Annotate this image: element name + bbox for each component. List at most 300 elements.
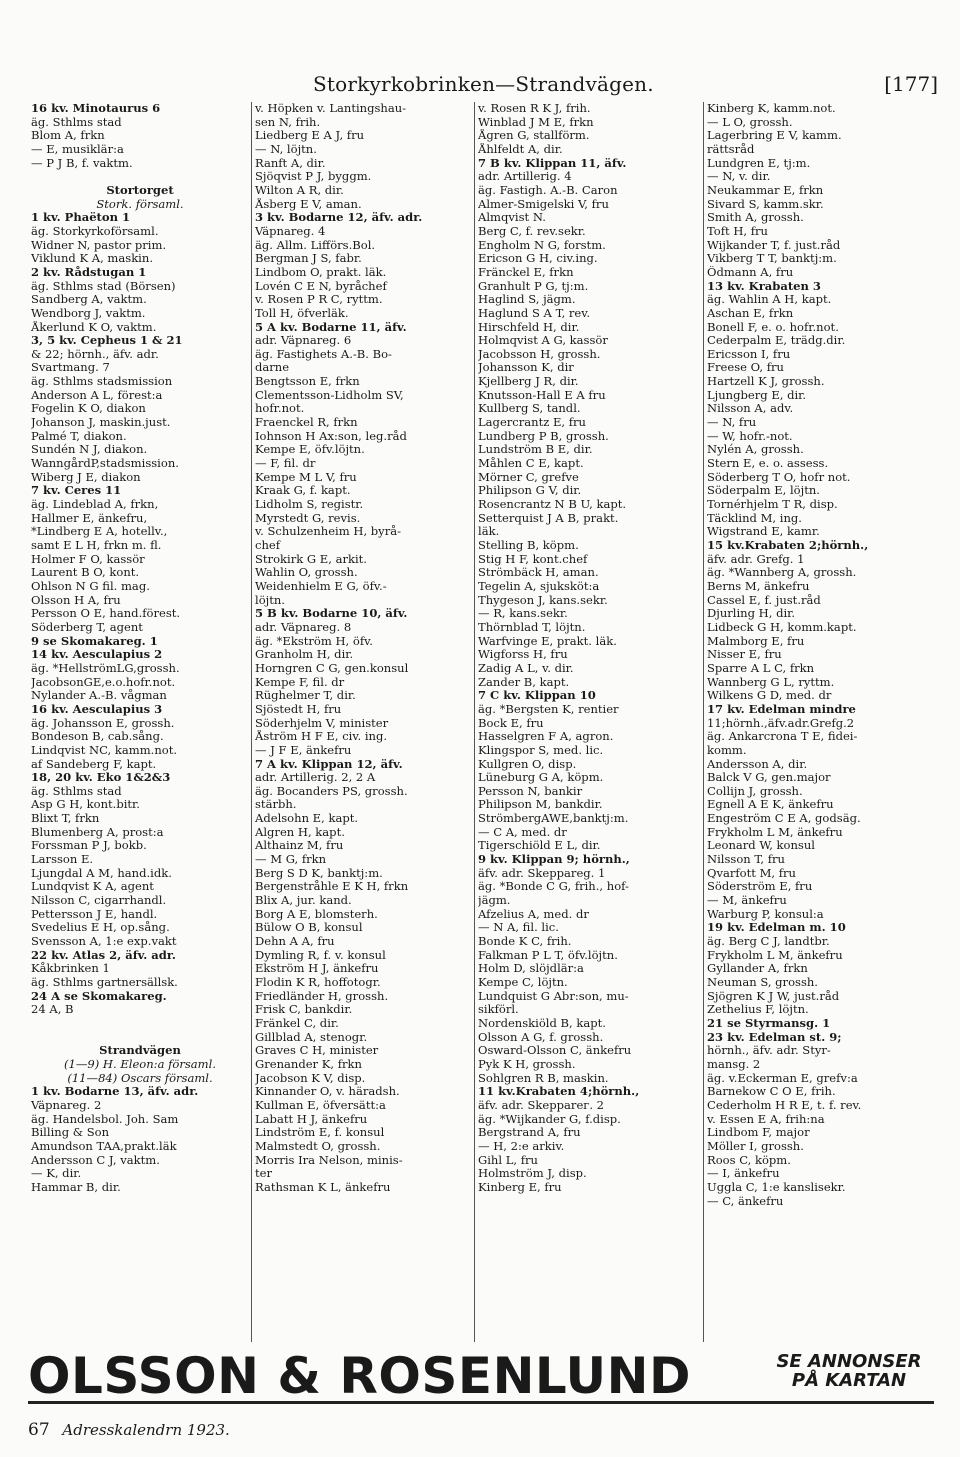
directory-entry: Weidenhielm E G, öfv.- — [255, 579, 387, 593]
directory-entry: Sundén N J, diakon. — [31, 443, 148, 457]
directory-entry: Warburg P, konsul:a — [707, 907, 824, 921]
directory-entry: — M G, frkn — [255, 853, 327, 867]
directory-column-3 — [478, 102, 701, 1332]
directory-entry: Lindbom O, prakt. läk. — [255, 265, 387, 279]
directory-entry: Stern E, e. o. assess. — [707, 457, 829, 471]
block-header: 11 kv.Krabaten 4;hörnh., — [478, 1085, 640, 1099]
directory-entry: Collijn J, grossh. — [707, 784, 803, 798]
directory-entry: af Sandeberg F, kapt. — [31, 757, 157, 771]
directory-entry: Wigstrand E, kamr. — [707, 525, 820, 539]
directory-entry: Blix A, jur. kand. — [255, 894, 352, 908]
directory-entry: — C A, med. dr — [478, 825, 567, 839]
directory-entry: Svedelius E H, op.sång. — [31, 921, 170, 935]
directory-entry: Åsberg E V, aman. — [255, 197, 362, 211]
directory-entry: ter — [255, 1167, 272, 1181]
directory-entry: Gihl L, fru — [478, 1153, 538, 1167]
directory-entry: Afzelius A, med. dr — [478, 907, 589, 921]
directory-entry: Fränckel E, frkn — [478, 265, 574, 279]
directory-entry: adr. Väpnareg. 8 — [255, 620, 352, 634]
directory-entry: Berns M, änkefru — [707, 579, 810, 593]
directory-column-2 — [255, 102, 473, 1332]
directory-entry: Väpnareg. 2 — [31, 1098, 102, 1112]
directory-entry: Wannberg G L, ryttm. — [707, 675, 835, 689]
directory-entry: Kåkbrinken 1 — [31, 962, 110, 976]
page-number: [177] — [884, 72, 938, 96]
directory-entry: v. Essen E A, frih:na — [707, 1112, 825, 1126]
directory-entry: Wendborg J, vaktm. — [31, 306, 146, 320]
directory-entry: — N, fru — [707, 416, 757, 430]
block-header: 1 kv. Bodarne 13, äfv. adr. — [31, 1085, 199, 1099]
parish-note: Stork. församl. — [96, 197, 184, 211]
directory-entry: Rathsman K L, änkefru — [255, 1180, 391, 1194]
block-header: 5 A kv. Bodarne 11, äfv. — [255, 320, 407, 334]
directory-entry: — N, v. dir. — [707, 170, 771, 184]
directory-entry: Asp G H, kont.bitr. — [31, 798, 140, 812]
page-header — [0, 72, 960, 98]
directory-entry: äg. Sthlms stad — [31, 115, 122, 129]
directory-entry: Winblad J M E, frkn — [478, 115, 594, 129]
directory-entry: Klingspor S, med. lic. — [478, 743, 604, 757]
directory-entry: rättsråd — [707, 142, 755, 156]
directory-entry: Sjöstedt H, fru — [255, 702, 342, 716]
directory-entry: Ekström H J, änkefru — [255, 962, 379, 976]
directory-entry: Bergstrand A, fru — [478, 1126, 581, 1140]
directory-entry: — F, fil. dr — [255, 457, 316, 471]
directory-entry: Wiberg J E, diakon — [31, 470, 141, 484]
directory-entry: WanngårdP,stadsmission. — [31, 457, 179, 471]
directory-entry: Cassel E, f. just.råd — [707, 593, 821, 607]
directory-entry: Holmström J, disp. — [478, 1167, 587, 1181]
directory-entry: Ericsson I, fru — [707, 347, 791, 361]
directory-entry: äg. Sthlms gartnersällsk. — [31, 976, 178, 989]
directory-entry: jägm. — [478, 894, 511, 908]
directory-entry: Leonard W, konsul — [707, 839, 815, 853]
directory-entry: Forssman P J, bokb. — [31, 839, 147, 853]
directory-entry: Söderberg T, agent — [31, 620, 143, 634]
directory-entry: Holm D, slöjdlär:a — [478, 962, 584, 976]
directory-entry: Aschan E, frkn — [707, 306, 794, 320]
directory-entry: adr. Artillerig. 2, 2 A — [255, 771, 376, 785]
page-footer — [28, 1420, 230, 1440]
directory-entry: Söderpalm E, löjtn. — [707, 484, 820, 498]
directory-entry: Kjellberg J R, dir. — [478, 375, 579, 389]
directory-entry: äfv. adr. Skepparег. 2 — [478, 1098, 605, 1112]
directory-entry: Sohlgren R B, maskin. — [478, 1071, 609, 1085]
directory-entry: Falkman P L T, öfv.löjtn. — [478, 948, 618, 962]
directory-entry: Haglund S A T, rev. — [478, 306, 591, 320]
directory-entry: Ljungberg E, dir. — [707, 388, 807, 402]
directory-entry: Ljungdal A M, hand.idk. — [31, 866, 172, 880]
directory-entry: Bülow O B, konsul — [255, 921, 363, 935]
directory-entry: Clementsson-Lidholm SV, — [255, 388, 404, 402]
directory-entry: Sandberg A, vaktm. — [31, 293, 147, 307]
directory-entry: äg. Fastighets A.-B. Bo- — [255, 347, 392, 361]
directory-entry: Morris Ira Nelson, minis- — [255, 1153, 403, 1167]
directory-entry: Sivard S, kamm.skr. — [707, 197, 824, 211]
directory-entry: Toll H, öfverläk. — [255, 306, 349, 320]
directory-entry: Wigforss H, fru — [478, 648, 568, 662]
directory-entry: Uggla C, 1:e kanslisekr. — [707, 1180, 846, 1194]
directory-entry: Hartzell K J, grossh. — [707, 375, 825, 389]
directory-entry: Neuman S, grossh. — [707, 976, 818, 989]
directory-entry: äg. Berg C J, landtbr. — [707, 935, 830, 949]
directory-entry: äg. Storkyrkoförsaml. — [31, 224, 159, 238]
directory-entry: äg. Ankarcrona T E, fidei- — [707, 730, 858, 744]
directory-entry: Kempe E, öfv.löjtn. — [255, 443, 365, 457]
directory-entry: Wahlin O, grossh. — [255, 566, 358, 580]
directory-entry: Rosencrantz N B U, kapt. — [478, 498, 627, 512]
block-header: 23 kv. Edelman st. 9; — [707, 1030, 842, 1044]
directory-entry: — M, änkefru — [707, 894, 787, 908]
directory-entry: Söderberg T O, hofr not. — [707, 470, 851, 484]
directory-entry: Lundberg P B, grossh. — [478, 429, 609, 443]
directory-entry: äg. Bocanders PS, grossh. — [255, 784, 408, 798]
block-header: 2 kv. Rådstugan 1 — [31, 265, 147, 279]
directory-entry: — C, änkefru — [707, 1194, 784, 1208]
directory-entry: mansg. 2 — [707, 1057, 761, 1071]
directory-entry: Algren H, kapt. — [255, 825, 345, 839]
directory-entry: Philipson G V, dir. — [478, 484, 582, 498]
directory-entry: — K, dir. — [31, 1167, 82, 1181]
directory-entry: Wilton A R, dir. — [255, 183, 344, 197]
directory-entry: Nylander A.-B. vågman — [31, 689, 167, 703]
column-divider — [251, 102, 252, 1342]
directory-entry: Svensson A, 1:e exp.vakt — [31, 935, 177, 949]
directory-entry: Zadig A L, v. dir. — [478, 661, 574, 675]
directory-entry: — L O, grossh. — [707, 115, 793, 129]
directory-entry: Ågren G, stallförm. — [478, 129, 590, 143]
directory-entry: Dymling R, f. v. konsul — [255, 948, 386, 962]
block-header: 7 A kv. Klippan 12, äfv. — [255, 757, 403, 771]
directory-entry: Kinberg K, kamm.not. — [707, 102, 836, 115]
directory-entry: Stelling B, köpm. — [478, 539, 579, 552]
block-header: 1 kv. Phaëton 1 — [31, 211, 131, 225]
directory-entry: Mörner C, grefve — [478, 470, 579, 484]
directory-entry: Palmé T, diakon. — [31, 429, 127, 443]
block-header: 3 kv. Bodarne 12, äfv. adr. — [255, 211, 423, 225]
directory-entry: 24 A, B — [31, 1003, 74, 1017]
directory-entry: äg. *Bergsten K, rentier — [478, 702, 619, 716]
directory-entry: Frykholm L M, änkefru — [707, 825, 843, 839]
directory-entry: Blom A, frkn — [31, 129, 105, 143]
directory-entry: Kullberg S, tandl. — [478, 402, 581, 416]
directory-entry: Lundqvist K A, agent — [31, 880, 154, 894]
directory-entry: Berg C, f. rev.sekr. — [478, 224, 586, 238]
directory-entry: Persson N, bankir — [478, 784, 583, 798]
directory-entry: Labatt H J, änkefru — [255, 1112, 368, 1126]
directory-entry: Kinnander O, v. häradsh. — [255, 1085, 400, 1099]
block-header: 5 B kv. Bodarne 10, äfv. — [255, 607, 408, 621]
directory-entry: Bergenstråhle E K H, frkn — [255, 880, 409, 894]
directory-entry: Amundson TAA,prakt.läk — [31, 1139, 177, 1153]
directory-entry: — H, 2:e arkiv. — [478, 1139, 565, 1153]
directory-entry: Lovén C E N, byråchef — [255, 279, 387, 293]
block-header: 16 kv. Minotaurus 6 — [31, 102, 161, 115]
directory-entry: Lidholm S, registr. — [255, 498, 364, 512]
street-heading: Stortorget — [106, 183, 174, 197]
directory-entry: stärbh. — [255, 798, 297, 812]
directory-entry: — I, änkefru — [707, 1167, 780, 1181]
directory-entry: Horngren C G, gen.konsul — [255, 661, 409, 675]
directory-entry: v. Rosen P R C, ryttm. — [255, 293, 383, 307]
directory-entry: Rüghelmer T, dir. — [255, 689, 356, 703]
directory-entry: komm. — [707, 743, 747, 757]
directory-entry: Iohnson H Ax:son, leg.råd — [255, 429, 407, 443]
directory-entry: Persson O E, hand.förest. — [31, 607, 181, 621]
directory-entry: Toft H, fru — [707, 224, 768, 238]
directory-entry: Anderson A L, förest:a — [31, 388, 163, 402]
directory-entry: Liedberg E A J, fru — [255, 129, 365, 143]
directory-entry: äg. *HellströmLG,grossh. — [31, 661, 180, 675]
directory-entry: Flodin K R, hoffotogr. — [255, 976, 381, 989]
directory-entry: Holmer F O, kassör — [31, 552, 145, 566]
directory-entry: Tornérhjelm T R, disp. — [707, 498, 838, 512]
directory-entry: Sparre A L C, frkn — [707, 661, 815, 675]
directory-entry: Strokirk G E, arkit. — [255, 552, 367, 566]
advertisement-tagline: SE ANNONSER PÅ KARTAN — [776, 1351, 922, 1391]
directory-entry: Granhult P G, tj:m. — [478, 279, 589, 293]
directory-entry: äg. *Ekström H, öfv. — [255, 634, 373, 648]
directory-entry: Hirschfeld H, dir. — [478, 320, 580, 334]
directory-entry: Freese O, fru — [707, 361, 784, 375]
directory-entry: adr. Väpnareg. 6 — [255, 334, 352, 348]
directory-entry: Blixt T, frkn — [31, 812, 100, 826]
directory-entry: Lindbom F, major — [707, 1126, 810, 1140]
directory-entry: Kempe C, löjtn. — [478, 976, 568, 989]
directory-entry: Setterquist J A B, prakt. — [478, 511, 619, 525]
block-header: 15 kv.Krabaten 2;hörnh., — [707, 539, 869, 552]
directory-entry: Åström H F E, civ. ing. — [255, 730, 388, 744]
directory-entry: Kempe F, fil. dr — [255, 675, 345, 689]
footer-page-number: 67 — [28, 1420, 50, 1440]
directory-entry: hofr.not. — [255, 402, 305, 416]
directory-entry: Jacobson K V, disp. — [255, 1071, 366, 1085]
directory-entry: Hammar B, dir. — [31, 1180, 121, 1194]
directory-entry: Hasselgren F A, agron. — [478, 730, 614, 744]
directory-entry: Almer-Smigelski V, fru — [478, 197, 609, 211]
directory-entry: Bonell F, e. o. hofr.not. — [707, 320, 839, 334]
directory-entry: Dehn A A, fru — [255, 935, 335, 949]
directory-entry: Widner N, pastor prim. — [31, 238, 167, 252]
directory-entry: Pettersson J E, handl. — [31, 907, 158, 921]
directory-entry: Bondeson B, cab.sång. — [31, 730, 164, 744]
column-divider — [474, 102, 475, 1342]
directory-entry: Lindström E, f. konsul — [255, 1126, 385, 1140]
directory-entry: Malmborg E, fru — [707, 634, 805, 648]
directory-entry: Bengtsson E, frkn — [255, 375, 360, 389]
directory-entry: Kullman E, öfversätt:a — [255, 1098, 386, 1112]
directory-entry: Tigerschiöld E L, dir. — [478, 839, 601, 853]
directory-entry: Nylén A, grossh. — [707, 443, 804, 457]
directory-entry: Johansson K, dir — [478, 361, 574, 375]
directory-entry: Fogelin K O, diakon — [31, 402, 146, 416]
block-header: 9 kv. Klippan 9; hörnh., — [478, 853, 630, 867]
advertisement-brand: OLSSON & ROSENLUND — [28, 1347, 691, 1405]
directory-entry: Väpnareg. 4 — [255, 224, 326, 238]
directory-entry: Myrstedt G, revis. — [255, 511, 361, 525]
column-divider — [703, 102, 704, 1342]
directory-entry: Lüneburg G A, köpm. — [478, 771, 604, 785]
directory-entry: — W, hofr.-not. — [707, 429, 793, 443]
directory-entry: Lidbeck G H, komm.kapt. — [707, 620, 857, 634]
directory-entry: Stig H F, kont.chef — [478, 552, 588, 566]
directory-entry: Ranft A, dir. — [255, 156, 326, 170]
advertisement-banner — [28, 1349, 934, 1404]
block-header: 3, 5 kv. Cepheus 1 & 21 — [31, 334, 183, 348]
directory-entry: Ericson G H, civ.ing. — [478, 252, 598, 266]
directory-entry: Jacobsson H, grossh. — [478, 347, 601, 361]
block-header: 19 kv. Edelman m. 10 — [707, 921, 846, 935]
directory-entry: Cederpalm E, trädg.dir. — [707, 334, 846, 348]
directory-entry: adr. Artillerig. 4 — [478, 170, 572, 184]
directory-entry: äg. Fastigh. A.-B. Caron — [478, 183, 618, 197]
directory-entry: Hallmer E, änkefru, — [31, 511, 148, 525]
directory-entry: v. Rosen R K J, frih. — [478, 102, 591, 115]
directory-entry — [31, 1031, 249, 1045]
parish-note: (11—84) Oscars församl. — [67, 1071, 213, 1085]
directory-entry: Ödmann A, fru — [707, 265, 794, 279]
directory-entry: Nilsson T, fru — [707, 853, 785, 867]
directory-entry: äg. Allm. Lifförs.Bol. — [255, 238, 376, 252]
directory-entry: Kullgren O, disp. — [478, 757, 577, 771]
directory-entry: darne — [255, 361, 290, 375]
directory-entry: Söderström E, fru — [707, 880, 813, 894]
directory-entry: Lundgren E, tj:m. — [707, 156, 811, 170]
directory-column-4 — [707, 102, 936, 1332]
directory-entry: Lagercrantz E, fru — [478, 416, 586, 430]
directory-entry: Viklund K A, maskin. — [31, 252, 153, 266]
directory-entry: — E, musiklär:a — [31, 142, 124, 156]
directory-entry: Gyllander A, frkn — [707, 962, 808, 976]
directory-entry: Graves C H, minister — [255, 1044, 379, 1058]
block-header: 7 kv. Ceres 11 — [31, 484, 122, 498]
directory-entry: Tegelin A, sjuksköt:a — [478, 579, 600, 593]
directory-entry: Sjögren K J W, just.råd — [707, 989, 840, 1003]
directory-entry: äg. Handelsbol. Joh. Sam — [31, 1112, 179, 1126]
directory-column-1 — [31, 102, 249, 1332]
directory-entry — [31, 170, 249, 184]
block-header: 17 kv. Edelman mindre — [707, 702, 856, 716]
directory-entry — [31, 1017, 249, 1031]
directory-entry: Neukammar E, frkn — [707, 183, 824, 197]
block-header: 18, 20 kv. Eko 1&2&3 — [31, 771, 171, 785]
directory-entry: samt E L H, frkn m. fl. — [31, 539, 162, 552]
directory-entry: äfv. adr. Grefg. 1 — [707, 552, 805, 566]
directory-entry: Bock E, fru — [478, 716, 544, 730]
directory-entry: Engholm N G, forstm. — [478, 238, 606, 252]
directory-entry: Lundquist G Abr:son, mu- — [478, 989, 629, 1003]
directory-entry: Fränkel C, dir. — [255, 1016, 339, 1030]
parish-note: (1—9) H. Eleon:a församl. — [64, 1057, 216, 1071]
directory-entry: Olsson A G, f. grossh. — [478, 1030, 604, 1044]
directory-entry: Blumenberg A, prost:a — [31, 825, 164, 839]
directory-entry: Åhlfeldt A, dir. — [478, 142, 563, 156]
directory-entry: Frisk C, bankdir. — [255, 1003, 353, 1017]
directory-entry: 11;hörnh.,äfv.adr.Grefg.2 — [707, 716, 855, 730]
directory-entry: äg. Sthlms stad (Börsen) — [31, 279, 176, 293]
block-header: 9 se Skomakareg. 1 — [31, 634, 158, 648]
directory-entry: Lindqvist NC, kamm.not. — [31, 743, 178, 757]
block-header: 7 C kv. Klippan 10 — [478, 689, 596, 703]
directory-entry: Friedländer H, grossh. — [255, 989, 389, 1003]
directory-entry: — N A, fil. lic. — [478, 921, 559, 935]
directory-entry: Bergman J S, fabr. — [255, 252, 362, 266]
directory-entry: Vikberg T T, banktj:m. — [707, 252, 837, 266]
directory-entry: Cederholm H R E, t. f. rev. — [707, 1098, 862, 1112]
directory-entry: Granholm H, dir. — [255, 648, 354, 662]
directory-entry: Åkerlund K O, vaktm. — [31, 320, 157, 334]
directory-entry: sikförl. — [478, 1003, 519, 1017]
directory-entry: Måhlen C E, kapt. — [478, 457, 584, 471]
directory-entry: äg. *Wannberg A, grossh. — [707, 566, 857, 580]
directory-entry: *Lindberg E A, hotellv., — [31, 525, 168, 539]
directory-entry: Nisser E, fru — [707, 648, 782, 662]
directory-entry: Osward-Olsson C, änkefru — [478, 1044, 632, 1058]
directory-entry: Laurent B O, kont. — [31, 566, 140, 580]
directory-entry: Almqvist N. — [478, 211, 546, 225]
block-header: 13 kv. Krabaten 3 — [707, 279, 821, 293]
directory-entry: Wilkens G D, med. dr — [707, 689, 832, 703]
directory-entry: Möller I, grossh. — [707, 1139, 804, 1153]
block-header: 22 kv. Atlas 2, äfv. adr. — [31, 948, 176, 962]
directory-entry: löjtn. — [255, 593, 285, 607]
directory-entry: Barnekow C O E, frih. — [707, 1085, 836, 1099]
block-header: 21 se Styrmansg. 1 — [707, 1016, 831, 1030]
directory-entry: Berg S D K, banktj:m. — [255, 866, 383, 880]
directory-entry: Ohlson N G fil. mag. — [31, 579, 150, 593]
directory-entry: Haglind S, jägm. — [478, 293, 576, 307]
directory-entry: — P J B, f. vaktm. — [31, 156, 133, 170]
directory-entry: äg. Sthlms stadsmission — [31, 375, 173, 389]
directory-entry: Malmstedt O, grossh. — [255, 1139, 381, 1153]
directory-entry: Täcklind M, ing. — [707, 511, 802, 525]
directory-entry: JacobsonGE,e.o.hofr.not. — [31, 675, 176, 689]
directory-entry: Nordenskiöld B, kapt. — [478, 1016, 606, 1030]
directory-entry: Lundström B E, dir. — [478, 443, 593, 457]
directory-entry: Wijkander T, f. just.råd — [707, 238, 841, 252]
directory-entry: — J F E, änkefru — [255, 743, 352, 757]
directory-entry: v. Höpken v. Lantingshau- — [255, 102, 407, 115]
directory-entry: Johanson J, maskin.just. — [31, 416, 171, 430]
directory-entry: Engeström C E A, godsäg. — [707, 812, 861, 826]
directory-columns — [31, 102, 936, 1342]
page-title: Storkyrkobrinken—Strandvägen. — [313, 72, 654, 96]
directory-entry: Pyk K H, grossh. — [478, 1057, 576, 1071]
directory-entry: Bonde K C, frih. — [478, 935, 572, 949]
directory-entry: äg. Johansson E, grossh. — [31, 716, 175, 730]
directory-entry: Gillblad A, stenogr. — [255, 1030, 368, 1044]
directory-entry: äg. Wahlin A H, kapt. — [707, 293, 832, 307]
directory-entry: Sjöqvist P J, byggm. — [255, 170, 372, 184]
directory-entry: Borg A E, blomsterh. — [255, 907, 378, 921]
directory-entry: Althainz M, fru — [255, 839, 344, 853]
directory-entry: Zethelius F, löjtn. — [707, 1003, 809, 1017]
block-header: 14 kv. Aesculapius 2 — [31, 648, 163, 662]
directory-entry: Qvarfott M, fru — [707, 866, 796, 880]
block-header: 7 B kv. Klippan 11, äfv. — [478, 156, 627, 170]
directory-entry: Larsson E. — [31, 853, 94, 867]
directory-entry: Grenander K, frkn — [255, 1057, 362, 1071]
directory-entry: Fraenckel R, frkn — [255, 416, 358, 430]
directory-entry: hörnh., äfv. adr. Styr- — [707, 1044, 831, 1058]
directory-entry: Philipson M, bankdir. — [478, 798, 603, 812]
directory-entry: Nilsson C, cigarrhandl. — [31, 894, 167, 908]
block-header: 24 A se Skomakareg. — [31, 989, 167, 1003]
directory-entry: Balck V G, gen.major — [707, 771, 831, 785]
directory-entry: Kraak G, f. kapt. — [255, 484, 351, 498]
directory-entry: — N, löjtn. — [255, 142, 317, 156]
directory-entry: — R, kans.sekr. — [478, 607, 568, 621]
